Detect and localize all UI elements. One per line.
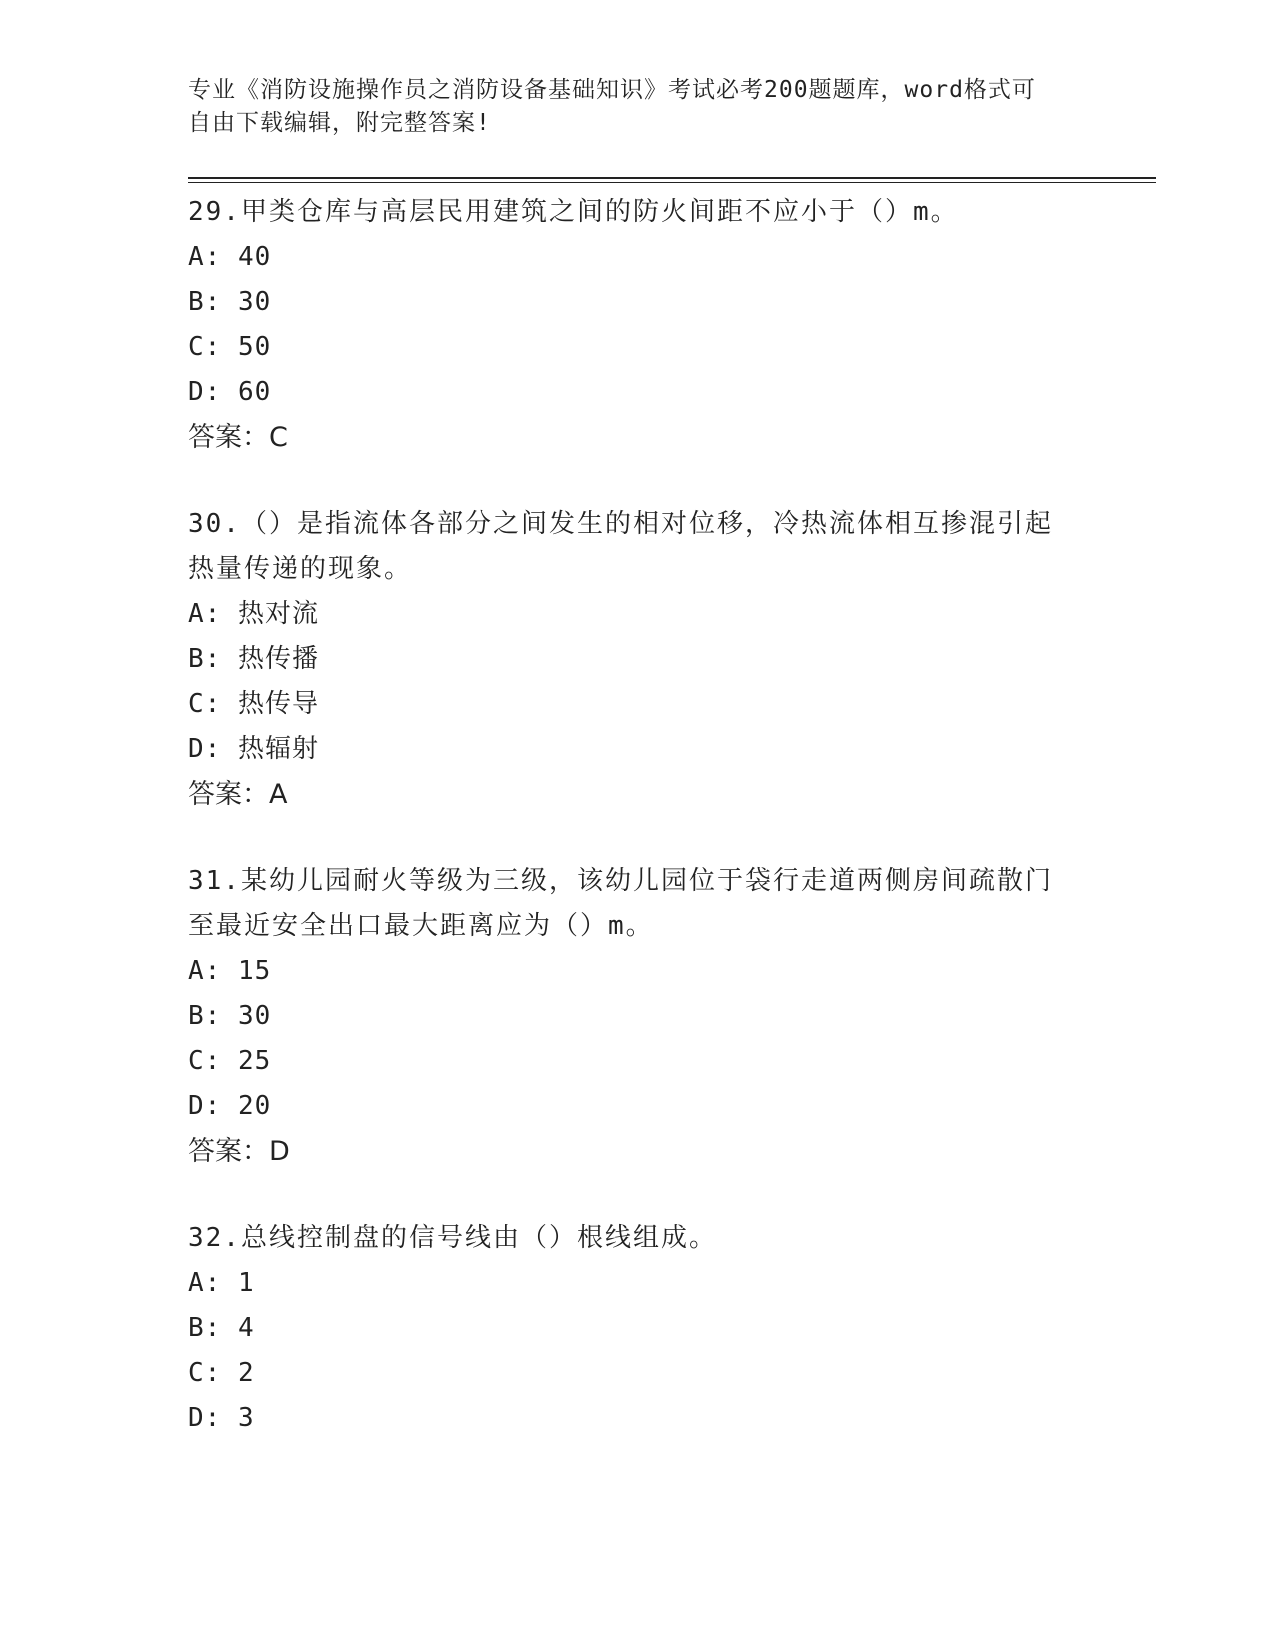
option-b: B: 30 [188, 1001, 272, 1031]
question-text-continued: 热量传递的现象。 [188, 554, 413, 584]
document-header [188, 74, 1088, 140]
option-d: D: 3 [188, 1403, 255, 1433]
option-b: B: 4 [188, 1313, 255, 1343]
option-b: B: 30 [188, 287, 272, 317]
question-list [188, 190, 1088, 1483]
answer: 答案：C [188, 422, 288, 453]
question-32 [188, 1216, 1088, 1441]
option-d: D: 60 [188, 377, 272, 407]
header-divider-thin [188, 182, 1156, 183]
question-text: 31.某幼儿园耐火等级为三级，该幼儿园位于袋行走道两侧房间疏散门 [188, 866, 1053, 896]
header-divider-thick [188, 177, 1156, 179]
option-c: C: 25 [188, 1046, 272, 1076]
question-text-continued: 至最近安全出口最大距离应为（）m。 [188, 911, 654, 941]
answer: 答案：D [188, 1136, 290, 1167]
option-a: A: 1 [188, 1268, 255, 1298]
question-text: 32.总线控制盘的信号线由（）根线组成。 [188, 1223, 717, 1253]
option-b: B: 热传播 [188, 644, 319, 674]
option-c: C: 50 [188, 332, 272, 362]
option-a: A: 15 [188, 956, 272, 986]
option-c: C: 2 [188, 1358, 255, 1388]
question-30 [188, 502, 1088, 817]
question-text: 29.甲类仓库与高层民用建筑之间的防火间距不应小于（）m。 [188, 197, 959, 227]
header-line-2: 自由下载编辑，附完整答案! [188, 110, 491, 136]
question-29 [188, 190, 1088, 460]
answer: 答案：A [188, 779, 288, 810]
option-a: A: 热对流 [188, 599, 319, 629]
option-c: C: 热传导 [188, 689, 319, 719]
question-text: 30.（）是指流体各部分之间发生的相对位移，冷热流体相互掺混引起 [188, 509, 1053, 539]
header-line-1: 专业《消防设施操作员之消防设备基础知识》考试必考200题题库，word格式可 [188, 77, 1036, 103]
question-31 [188, 859, 1088, 1174]
option-d: D: 20 [188, 1091, 272, 1121]
option-a: A: 40 [188, 242, 272, 272]
option-d: D: 热辐射 [188, 734, 319, 764]
